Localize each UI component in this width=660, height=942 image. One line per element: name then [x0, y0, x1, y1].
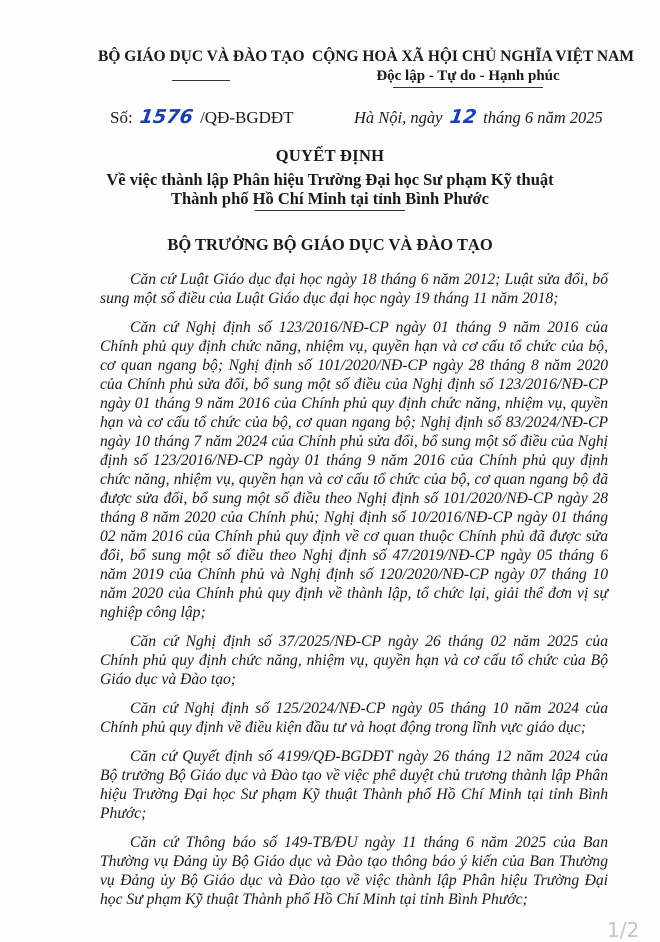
- ministry-name: BỘ GIÁO DỤC VÀ ĐÀO TẠO: [98, 48, 305, 65]
- doc-number-suffix: /QĐ-BGDĐT: [200, 108, 294, 127]
- date-prefix: Hà Nội, ngày: [354, 108, 443, 127]
- subject-line-2: Thành phố Hồ Chí Minh tại tỉnh Bình Phước: [171, 189, 489, 208]
- doc-number-prefix: Số:: [110, 108, 133, 127]
- decision-title: QUYẾT ĐỊNH: [275, 146, 385, 165]
- subject-underline: [255, 210, 405, 211]
- legal-basis-paragraph: Căn cứ Thông báo số 149-TB/ĐU ngày 11 tháng 6 năm 2025 của Ban Thường vụ Đảng ủy Bộ Giáo dục và Đào tạo thông báo ý kiến của Ban Thường vụ Đảng ủy Bộ Giáo dục và Đào tạo về việc thành lập Phân hiệu Trường Đại học Sư phạm Kỹ thuật Thành phố Hồ Chí Minh tại tỉnh Bình Phước;: [100, 834, 608, 908]
- country-name: CỘNG HOÀ XÃ HỘI CHỦ NGHĨA VIỆT NAM: [312, 48, 634, 65]
- national-header: [312, 48, 634, 88]
- legal-basis-paragraph: Căn cứ Luật Giáo dục đại học ngày 18 tháng 6 năm 2012; Luật sửa đổi, bổ sung một số điều của Luật Giáo dục đại học ngày 19 tháng 11 năm 2018;: [100, 271, 608, 307]
- motto-underline: [393, 87, 543, 88]
- legal-basis-paragraph: Căn cứ Nghị định số 37/2025/NĐ-CP ngày 26 tháng 02 năm 2025 của Chính phủ quy định chức năng, nhiệm vụ, quyền hạn và cơ cấu tổ chức của Bộ Giáo dục và Đào tạo;: [100, 633, 608, 688]
- ministry-header: [98, 48, 303, 81]
- date-suffix: tháng 6 năm 2025: [483, 108, 603, 127]
- subject-line-1: Về việc thành lập Phân hiệu Trường Đại học Sư phạm Kỹ thuật: [106, 170, 554, 189]
- ministry-underline: [172, 80, 230, 81]
- national-motto: Độc lập - Tự do - Hạnh phúc: [376, 68, 560, 84]
- handwritten-doc-number: 1576: [138, 106, 195, 128]
- legal-basis-paragraph: Căn cứ Nghị định số 123/2016/NĐ-CP ngày 01 tháng 9 năm 2016 của Chính phủ quy định chức năng, nhiệm vụ, quyền hạn và cơ cấu tổ chức của bộ, cơ quan ngang bộ; Nghị định số 101/2020/NĐ-CP ngày 28 tháng 8 năm 2020 của Chính phủ sửa đổi, bổ sung một số điều của Nghị định số 123/2016/NĐ-CP ngày 01 tháng 9 năm 2016 của Chính phủ quy định chức năng, nhiệm vụ, quyền hạn và cơ cấu tổ chức của bộ, cơ quan ngang bộ; Nghị định số 83/2024/NĐ-CP ngày 10 tháng 7 năm 2024 của Chính phủ sửa đổi, bổ sung một số điều của Nghị định số 123/2016/NĐ-CP ngày 01 tháng 9 năm 2016 của Chính phủ quy định chức năng, nhiệm vụ, quyền hạn và cơ cấu tổ chức của bộ, cơ quan ngang bộ đã được sửa đổi, bổ sung một số điều theo Nghị định số 101/2020/NĐ-CP ngày 28 tháng 8 năm 2020 của Chính phủ; Nghị định số 10/2016/NĐ-CP ngày 01 tháng 02 năm 2016 của Chính phủ quy định về cơ quan thuộc Chính phủ đã được sửa đổi, bổ sung một số điều theo Nghị định số 47/2019/NĐ-CP ngày 05 tháng 6 năm 2019 của Chính phủ và Nghị định số 120/2020/NĐ-CP ngày 07 tháng 10 năm 2020 của Chính phủ quy định về thành lập, tổ chức lại, giải thể đơn vị sự nghiệp công lập;: [100, 319, 608, 621]
- document-body: [100, 270, 608, 919]
- issuing-authority: BỘ TRƯỞNG BỘ GIÁO DỤC VÀ ĐÀO TẠO: [167, 235, 493, 254]
- handwritten-day: 12: [448, 106, 478, 128]
- document-number: [110, 106, 294, 128]
- legal-basis-paragraph: Căn cứ Nghị định số 125/2024/NĐ-CP ngày 05 tháng 10 năm 2024 của Chính phủ quy định về điều kiện đầu tư và hoạt động trong lĩnh vực giáo dục;: [100, 700, 608, 736]
- decision-subject: [0, 170, 660, 211]
- legal-basis-paragraph: Căn cứ Quyết định số 4199/QĐ-BGDĐT ngày 26 tháng 12 năm 2024 của Bộ trưởng Bộ Giáo dục và Đào tạo về việc phê duyệt chủ trương thành lập Phân hiệu Trường Đại học Sư phạm Kỹ thuật Thành phố Hồ Chí Minh tại tỉnh Bình Phước;: [100, 748, 608, 822]
- page-indicator: 1/2: [607, 918, 640, 942]
- date-line: [354, 106, 603, 128]
